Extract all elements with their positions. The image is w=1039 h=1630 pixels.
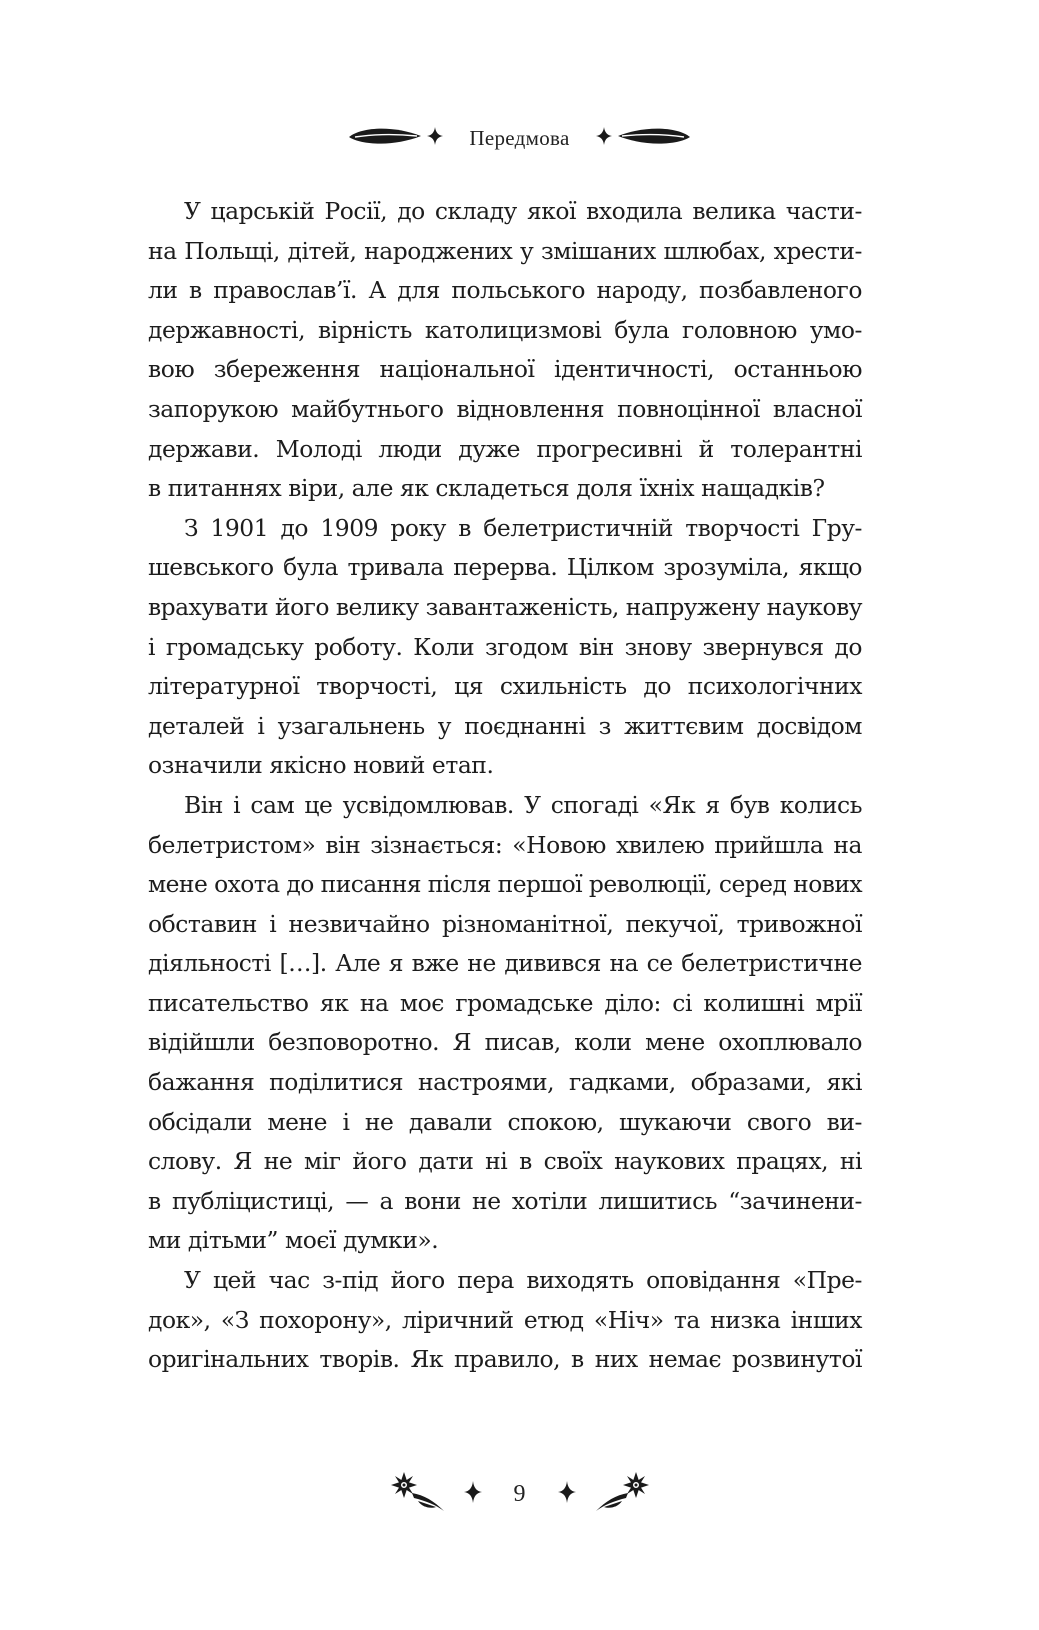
text-line: держави. Молоді люди дуже прогресивні й толерантні [148, 434, 862, 463]
flower-ornament-icon [586, 1471, 652, 1518]
text-line: обставин і незвичайно різноманітної, пекучої, тривожної [148, 909, 862, 938]
text-line: в публіцистиці, — а вони не хотіли лишитись “зачинени- [148, 1186, 862, 1215]
running-head-title: Передмова [469, 125, 570, 150]
four-point-star-icon [596, 127, 612, 150]
text-line: врахувати його велику завантаженість, напружену наукову [148, 592, 862, 621]
text-line: вою збереження національної ідентичності, останньою [148, 355, 862, 384]
text-line: в питаннях віри, але як складеться доля їхніх нащадків? [148, 474, 825, 503]
body-text [148, 192, 862, 1380]
text-line: ли в православ’ї. А для польського народу, позбавленого [148, 276, 862, 305]
text-line: літературної творчості, ця схильність до психологічних [148, 672, 862, 701]
text-line: мене охота до писання після першої революції, серед нових [148, 870, 862, 899]
text-line: ми дітьми” моєї думки». [148, 1226, 439, 1255]
text-line: шевського була тривала перерва. Цілком зрозуміла, якщо [148, 553, 862, 582]
text-line: запорукою майбутнього відновлення повноцінної власної [148, 394, 862, 423]
text-line: діяльності […]. Але я вже не дивився на се белетристичне [148, 949, 862, 978]
text-line: оригінальних творів. Як правило, в них немає розвинутої [148, 1345, 862, 1374]
page-footer [0, 1470, 1039, 1518]
text-line: писательство як на моє громадське діло: сі колишні мрії [148, 988, 862, 1017]
text-line: З 1901 до 1909 року в белетристичній творчості Гру- [184, 513, 862, 542]
text-line: Він і сам це усвідомлював. У спогаді «Як я був колись [184, 790, 862, 819]
leaf-ornament-icon [347, 125, 421, 152]
text-line: У царській Росії, до складу якої входила велика части- [184, 197, 862, 225]
text-line: на Польщі, дітей, народжених у змішаних шлюбах, хрести- [148, 236, 862, 265]
flower-ornament-icon [388, 1471, 454, 1518]
text-line: обсідали мене і не давали спокою, шукаючи свого ви- [148, 1107, 862, 1136]
text-line: відійшли безповоротно. Я писав, коли мене охоплювало [148, 1028, 862, 1057]
four-point-star-icon [558, 1481, 576, 1508]
page-number: 9 [513, 1480, 526, 1507]
text-line: бажання поділитися настроями, гадками, образами, які [148, 1068, 862, 1097]
text-line: державності, вірність католицизмові була головною умо- [148, 315, 862, 344]
four-point-star-icon [427, 127, 443, 150]
text-line: У цей час з-під його пера виходять оповідання «Пре- [184, 1266, 862, 1295]
running-head [0, 118, 1039, 158]
text-line: белетристом» він зізнається: «Новою хвилею прийшла на [148, 830, 862, 859]
text-line: слову. Я не міг його дати ні в своїх наукових працях, ні [148, 1147, 862, 1176]
text-line: і громадську роботу. Коли згодом він знову звернувся до [148, 632, 862, 661]
text-line: означили якісно новий етап. [148, 751, 494, 780]
four-point-star-icon [464, 1481, 482, 1508]
leaf-ornament-icon [618, 125, 692, 152]
text-line: деталей і узагальнень у поєднанні з життєвим досвідом [148, 711, 862, 740]
text-line: док», «З похорону», ліричний етюд «Ніч» та низка інших [148, 1305, 862, 1334]
